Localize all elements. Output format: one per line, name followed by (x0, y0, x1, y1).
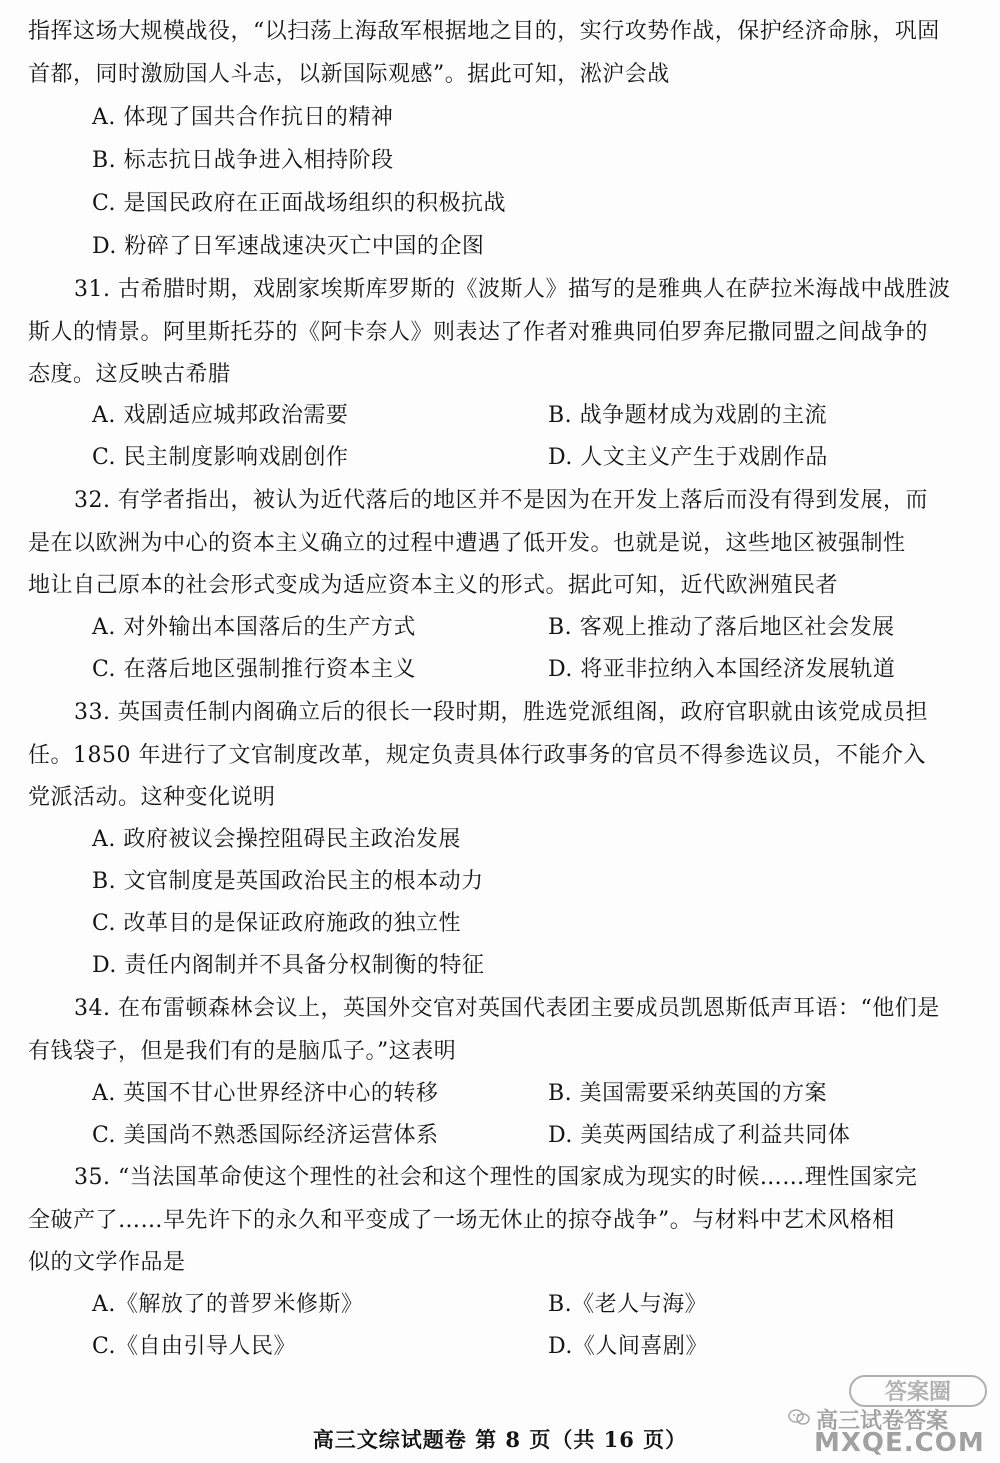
q34-option-a: A. 英国不甘心世界经济中心的转移 (92, 1081, 439, 1106)
q32-stem-line-1: 32. 有学者指出，被认为近代落后的地区并不是因为在开发上落后而没有得到发展，而 (74, 488, 928, 513)
q31-option-c: C. 民主制度影响戏剧创作 (92, 445, 349, 470)
q34-option-b: B. 美国需要采纳英国的方案 (548, 1081, 828, 1106)
q35-stem-line-2: 全破产了……早先许下的永久和平变成了一场无休止的掠夺战争”。与材料中艺术风格相 (28, 1208, 895, 1233)
q34-option-c: C. 美国尚不熟悉国际经济运营体系 (92, 1123, 439, 1148)
watermark-logo-text: 答案圈 (884, 1380, 952, 1405)
q35-option-c: C.《自由引导人民》 (92, 1334, 297, 1359)
q35-stem-line-1: 35. “当法国革命使这个理性的社会和这个理性的国家成为现实的时候……理性国家完 (74, 1165, 918, 1190)
q34-stem-line-1: 34. 在布雷顿森林会议上，英国外交官对英国代表团主要成员凯恩斯低声耳语：“他们是 (74, 996, 940, 1021)
q31-option-d: D. 人文主义产生于戏剧作品 (548, 445, 828, 470)
q32-option-d: D. 将亚非拉纳入本国经济发展轨道 (548, 657, 896, 682)
q33-option-a: A. 政府被议会操控阻碍民主政治发展 (92, 827, 461, 852)
watermark-logo-icon (848, 1372, 988, 1408)
watermark (770, 1372, 994, 1460)
q32-stem-line-3: 地让自己原本的社会形式变成为适应资本主义的形式。据此可知，近代欧洲殖民者 (28, 573, 839, 598)
q35-stem-line-3: 似的文学作品是 (28, 1250, 186, 1275)
q32-option-a: A. 对外输出本国落后的生产方式 (92, 615, 416, 640)
q30-stem-line-1: 指挥这场大规模战役，“以扫荡上海敌军根据地之目的，实行攻势作战，保护经济命脉，巩固 (28, 19, 940, 44)
q35-option-d: D.《人间喜剧》 (548, 1334, 708, 1359)
page-footer: 高三文综试题卷 第 8 页（共 16 页） (312, 1427, 688, 1452)
q31-stem-line-1: 31. 古希腊时期，戏剧家埃斯库罗斯的《波斯人》描写的是雅典人在萨拉米海战中战胜波 (74, 277, 951, 302)
wechat-icon (788, 1408, 810, 1426)
q32-option-c: C. 在落后地区强制推行资本主义 (92, 657, 417, 682)
q32-stem-line-2: 是在以欧洲为中心的资本主义确立的过程中遭遇了低开发。也就是说，这些地区被强制性 (28, 531, 906, 556)
q32-option-b: B. 客观上推动了落后地区社会发展 (548, 615, 895, 640)
watermark-text: 高三试卷答案 (816, 1409, 949, 1434)
q30-option-b: B. 标志抗日战争进入相持阶段 (92, 148, 394, 173)
q33-stem-line-3: 党派活动。这种变化说明 (28, 785, 276, 810)
q30-option-c: C. 是国民政府在正面战场组织的积极抗战 (92, 191, 507, 216)
watermark-url: MXQE.COM (814, 1428, 985, 1458)
q30-option-a: A. 体现了国共合作抗日的精神 (92, 105, 394, 130)
q30-stem-line-2: 首都，同时激励国人斗志，以新国际观感”。据此可知，淞沪会战 (28, 62, 670, 87)
q34-option-d: D. 美英两国结成了利益共同体 (548, 1123, 851, 1148)
q30-option-d: D. 粉碎了日军速战速决灭亡中国的企图 (92, 234, 485, 259)
q35-option-b: B.《老人与海》 (548, 1292, 708, 1317)
q31-stem-line-3: 态度。这反映古希腊 (28, 362, 231, 387)
q34-stem-line-2: 有钱袋子，但是我们有的是脑瓜子。”这表明 (28, 1039, 457, 1064)
q33-option-b: B. 文官制度是英国政治民主的根本动力 (92, 869, 484, 894)
q33-stem-line-2: 任。1850 年进行了文官制度改革，规定负责具体行政事务的官员不得参选议员，不能介入 (28, 743, 926, 768)
q35-option-a: A.《解放了的普罗米修斯》 (92, 1292, 364, 1317)
q31-option-a: A. 戏剧适应城邦政治需要 (92, 403, 349, 428)
q31-stem-line-2: 斯人的情景。阿里斯托芬的《阿卡奈人》则表达了作者对雅典同伯罗奔尼撒同盟之间战争的 (28, 320, 929, 345)
q33-stem-line-1: 33. 英国责任制内阁确立后的很长一段时期，胜选党派组阁，政府官职就由该党成员担 (74, 700, 928, 725)
q33-option-d: D. 责任内阁制并不具备分权制衡的特征 (92, 953, 485, 978)
q31-option-b: B. 战争题材成为戏剧的主流 (548, 403, 828, 428)
q33-option-c: C. 改革目的是保证政府施政的独立性 (92, 911, 462, 936)
